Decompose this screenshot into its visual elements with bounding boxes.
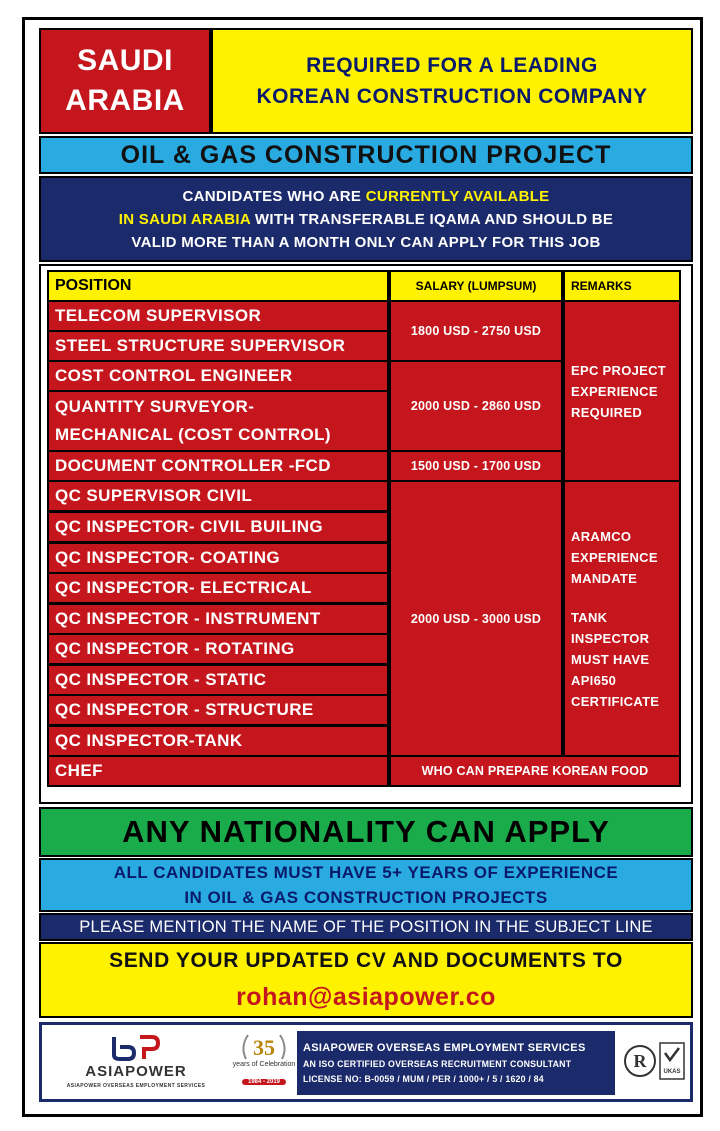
remarks-aramco-line: EXPERIENCE [571, 549, 658, 565]
company-name: ASIAPOWER OVERSEAS EMPLOYMENT SERVICES [303, 1042, 586, 1054]
subject-line-note [39, 913, 693, 941]
experience-banner [39, 858, 693, 912]
header-remarks-text: REMARKS [571, 279, 632, 293]
remarks-tank-line: CERTIFICATE [571, 693, 660, 709]
header-position-text: POSITION [55, 277, 132, 294]
position-row: TELECOM SUPERVISOR [47, 300, 389, 332]
anniversary-text: years of Celebration [232, 1061, 296, 1068]
svg-text:R: R [633, 1051, 647, 1071]
country-line-2: ARABIA [65, 84, 185, 117]
remarks-epc-line: REQUIRED [571, 404, 643, 420]
required-banner [211, 28, 693, 134]
required-line-2: KOREAN CONSTRUCTION COMPANY [256, 85, 648, 108]
remarks-tank-line: TANK [571, 609, 608, 625]
candidate-requirements [39, 176, 693, 262]
iso-certification-icon [622, 1033, 688, 1093]
position-row: QUANTITY SURVEYOR- [47, 390, 389, 422]
remarks-epc-line: EPC PROJECT [571, 362, 667, 378]
position-row: DOCUMENT CONTROLLER -FCD [47, 450, 389, 482]
candidates-line-1 [183, 185, 550, 208]
header-salary [389, 270, 563, 302]
position-row: QC INSPECTOR- CIVIL BUILING [47, 511, 389, 543]
candidates-text-1: CANDIDATES WHO ARE [182, 187, 366, 205]
any-nationality-text: ANY NATIONALITY CAN APPLY [122, 814, 610, 849]
position-row: QC INSPECTOR - STATIC [47, 664, 389, 696]
subject-line-text: PLEASE MENTION THE NAME OF THE POSITION IN THE SUBJECT LINE [79, 917, 653, 936]
brand-name: ASIAPOWER [85, 1063, 187, 1080]
chef-note: WHO CAN PREPARE KOREAN FOOD [389, 755, 681, 787]
logo-mark-icon [110, 1033, 162, 1061]
position-row: QC INSPECTOR - INSTRUMENT [47, 603, 389, 635]
header-salary-text: SALARY (LUMPSUM) [415, 279, 537, 293]
country-banner [39, 28, 211, 134]
position-row: MECHANICAL (COST CONTROL) [47, 420, 389, 452]
project-title-text: OIL & GAS CONSTRUCTION PROJECT [120, 140, 612, 169]
anniversary-badge [228, 1031, 300, 1095]
position-row: QC INSPECTOR - ROTATING [47, 633, 389, 665]
position-row: QC SUPERVISOR CIVIL [47, 480, 389, 512]
remarks-aramco-line: ARAMCO [571, 528, 632, 544]
position-row: QC INSPECTOR- ELECTRICAL [47, 572, 389, 604]
experience-line-2: IN OIL & GAS CONSTRUCTION PROJECTS [184, 888, 548, 907]
certification-marks [622, 1033, 688, 1093]
positions-table [39, 264, 693, 804]
candidates-line-2 [119, 208, 614, 231]
candidates-highlight-1: CURRENTLY AVAILABLE [365, 187, 550, 205]
email-link[interactable]: rohan@asiapower.co [236, 982, 496, 1011]
remarks-epc [563, 300, 681, 482]
send-cv-banner [39, 942, 693, 1018]
any-nationality-banner [39, 807, 693, 857]
required-line-1: REQUIRED FOR A LEADING [306, 54, 598, 77]
company-info [297, 1031, 615, 1095]
position-row: QC INSPECTOR-TANK [47, 725, 389, 757]
remarks-tank-line: INSPECTOR [571, 630, 650, 646]
remarks-aramco [563, 480, 681, 757]
project-title [39, 136, 693, 174]
remarks-epc-line: EXPERIENCE [571, 383, 658, 399]
position-row: QC INSPECTOR- COATING [47, 542, 389, 574]
salary-cell: 1800 USD - 2750 USD [389, 300, 563, 362]
company-iso: AN ISO CERTIFIED OVERSEAS RECRUITMENT CONSULTANT [303, 1059, 572, 1069]
send-cv-text: SEND YOUR UPDATED CV AND DOCUMENTS TO [109, 948, 623, 972]
remarks-tank-line: API650 [571, 672, 617, 688]
candidates-line-3: VALID MORE THAN A MONTH ONLY CAN APPLY FOR THIS JOB [131, 233, 601, 251]
cert-label: UKAS [663, 1069, 681, 1075]
salary-cell: 2000 USD - 2860 USD [389, 360, 563, 452]
company-footer [39, 1022, 693, 1102]
salary-cell: 1500 USD - 1700 USD [389, 450, 563, 482]
position-row: STEEL STRUCTURE SUPERVISOR [47, 330, 389, 362]
salary-cell: 2000 USD - 3000 USD [389, 480, 563, 757]
header-position [47, 270, 389, 302]
position-row: QC INSPECTOR - STRUCTURE [47, 694, 389, 726]
candidates-highlight-2: IN SAUDI ARABIA [118, 210, 251, 228]
position-row: COST CONTROL ENGINEER [47, 360, 389, 392]
experience-line-1: ALL CANDIDATES MUST HAVE 5+ YEARS OF EXPERIENCE [113, 863, 619, 882]
anniversary-number: 35 [253, 1035, 275, 1060]
brand-tagline: ASIAPOWER OVERSEAS EMPLOYMENT SERVICES [66, 1083, 206, 1089]
country-line-1: SAUDI [77, 44, 173, 77]
anniversary-years: 1984 - 2019 [242, 1079, 286, 1085]
laurel-icon [238, 1031, 290, 1061]
remarks-tank-line: MUST HAVE [571, 651, 650, 667]
asiapower-logo [50, 1031, 220, 1095]
remarks-aramco-line: MANDATE [571, 570, 638, 586]
remarks-spacer [571, 589, 679, 607]
job-poster [22, 17, 703, 1117]
position-row-chef: CHEF [47, 755, 389, 787]
header-remarks [563, 270, 681, 302]
candidates-text-2: WITH TRANSFERABLE IQAMA AND SHOULD BE [250, 210, 614, 228]
company-license: LICENSE NO: B-0059 / MUM / PER / 1000+ / 5 / 1620 / 84 [303, 1074, 544, 1084]
